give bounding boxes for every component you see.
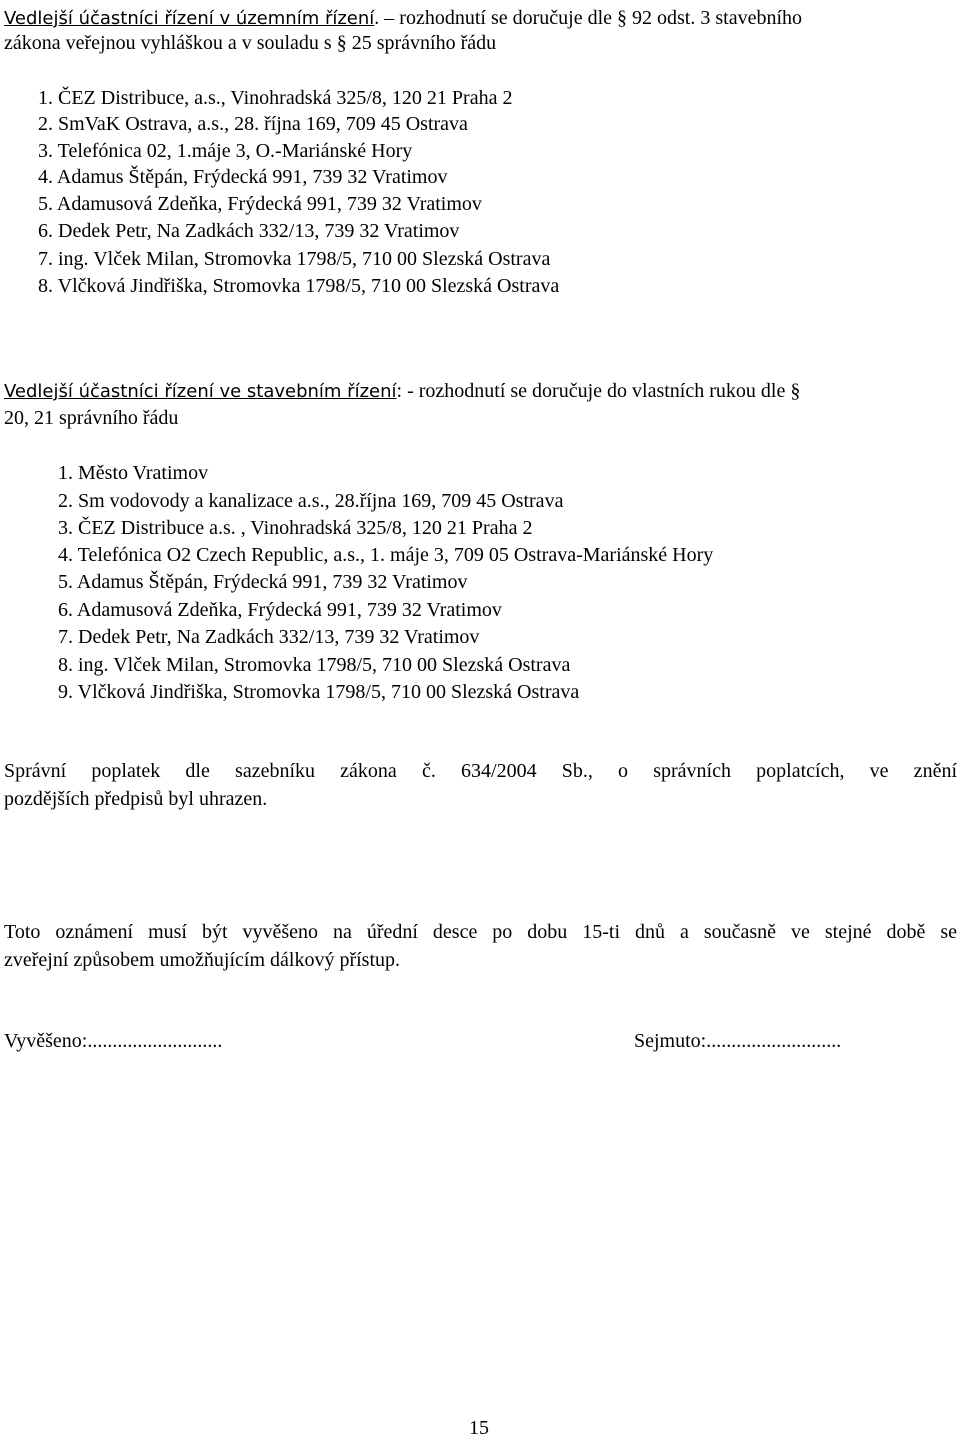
- list-item: 5. Adamus Štěpán, Frýdecká 991, 739 32 Vratimov: [58, 571, 468, 593]
- list-item: 7. Dedek Petr, Na Zadkách 332/13, 739 32 Vratimov: [58, 626, 480, 648]
- fee-paragraph-line1: Správní poplatek dle sazebníku zákona č. 634/2004 Sb., o správních poplatcích, ve znění: [4, 760, 957, 782]
- list-item: 9. Vlčková Jindřiška, Stromovka 1798/5, 710 00 Slezská Ostrava: [58, 681, 580, 703]
- notice-paragraph-line2: zveřejní způsobem umožňujícím dálkový přístup.: [4, 949, 401, 971]
- section1-intro: [4, 6, 802, 31]
- section2-heading: Vedlejší účastníci řízení ve stavebním řízení: [4, 381, 397, 402]
- section1-intro-line2: zákona veřejnou vyhláškou a v souladu s § 25 správního řádu: [4, 32, 497, 54]
- list-item: 8. Vlčková Jindřiška, Stromovka 1798/5, 710 00 Slezská Ostrava: [38, 275, 560, 297]
- list-item: 7. ing. Vlček Milan, Stromovka 1798/5, 710 00 Slezská Ostrava: [38, 248, 551, 270]
- notice-paragraph-line1: Toto oznámení musí být vyvěšeno na úřední desce po dobu 15-ti dnů a současně ve stejné době se: [4, 921, 957, 943]
- list-item: 6. Adamusová Zdeňka, Frýdecká 991, 739 32 Vratimov: [58, 599, 502, 621]
- section2-intro-line2: 20, 21 správního řádu: [4, 407, 179, 429]
- section2-intro-rest: : - rozhodnutí se doručuje do vlastních rukou dle §: [396, 380, 801, 402]
- section1-intro-rest: . – rozhodnutí se doručuje dle § 92 odst. 3 stavebního: [374, 7, 803, 29]
- page-number: 15: [469, 1417, 489, 1439]
- removed-label: Sejmuto:...........................: [634, 1030, 842, 1052]
- list-item: 1. Město Vratimov: [58, 462, 209, 484]
- list-item: 6. Dedek Petr, Na Zadkách 332/13, 739 32 Vratimov: [38, 220, 460, 242]
- list-item: 1. ČEZ Distribuce, a.s., Vinohradská 325/8, 120 21 Praha 2: [38, 87, 513, 109]
- list-item: 3. ČEZ Distribuce a.s. , Vinohradská 325/8, 120 21 Praha 2: [58, 517, 533, 539]
- list-item: 5. Adamusová Zdeňka, Frýdecká 991, 739 32 Vratimov: [38, 193, 482, 215]
- list-item: 2. SmVaK Ostrava, a.s., 28. října 169, 709 45 Ostrava: [38, 113, 468, 135]
- list-item: 8. ing. Vlček Milan, Stromovka 1798/5, 710 00 Slezská Ostrava: [58, 654, 571, 676]
- posted-label: Vyvěšeno:...........................: [4, 1030, 223, 1052]
- fee-paragraph-line2: pozdějších předpisů byl uhrazen.: [4, 788, 268, 810]
- list-item: 3. Telefónica 02, 1.máje 3, O.-Mariánské Hory: [38, 140, 413, 162]
- list-item: 4. Telefónica O2 Czech Republic, a.s., 1. máje 3, 709 05 Ostrava-Mariánské Hory: [58, 544, 714, 566]
- section2-intro: [4, 379, 800, 404]
- list-item: 4. Adamus Štěpán, Frýdecká 991, 739 32 Vratimov: [38, 166, 448, 188]
- section1-heading: Vedlejší účastníci řízení v územním řízení: [4, 8, 375, 29]
- list-item: 2. Sm vodovody a kanalizace a.s., 28.října 169, 709 45 Ostrava: [58, 490, 564, 512]
